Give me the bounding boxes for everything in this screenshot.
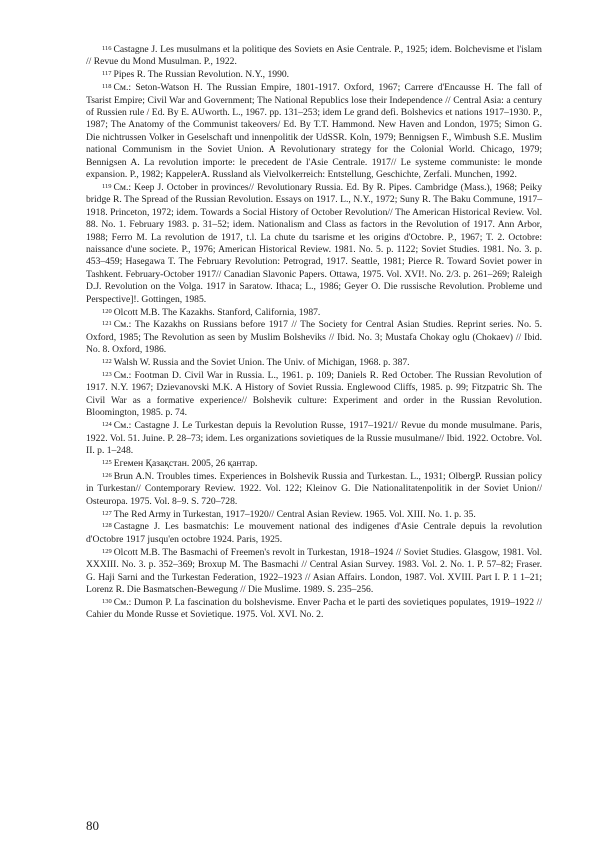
footnote-number: 130 bbox=[102, 597, 112, 605]
footnote-number: 120 bbox=[102, 307, 112, 315]
footnote bbox=[86, 547, 542, 597]
footnote bbox=[86, 182, 542, 306]
footnote-number: 117 bbox=[102, 70, 112, 78]
footnote-number: 127 bbox=[102, 509, 112, 517]
footnote-text: Castagne J. Les basmatchis: Le mouvement national des indigenes d'Asie Centrale depuis la revolution d'Octobre 1917 jusqu'en octobre 1924. Paris, 1925. bbox=[86, 521, 542, 545]
footnote bbox=[86, 370, 542, 420]
footnote bbox=[86, 471, 542, 508]
footnote-number: 123 bbox=[102, 371, 112, 379]
footnote-number: 126 bbox=[102, 471, 112, 479]
footnote-text: Brun A.N. Troubles times. Experiences in Bolshevik Russia and Turkestan. L., 1931; OlbergP. Russian policy in Turkestan// Contemporary Review. 1922. Vol. 122; Kleinov G. Die Nationalitatenpolitik in der Soviet Union// Osteuropa. 1975. Vol. 8–9. S. 720–728. bbox=[86, 470, 542, 507]
footnote-text: Walsh W. Russia and the Soviet Union. The Univ. of Michigan, 1968. p. 387. bbox=[113, 357, 410, 369]
footnote-number: 128 bbox=[102, 522, 112, 530]
footnote-text: Егемен Қазақстан. 2005, 26 қантар. bbox=[113, 457, 258, 469]
footnote-text: Castagne J. Les musulmans et la politique des Soviets en Asie Centrale. P., 1925; idem. Bolchevisme et l'islam // Revue du Mond Musulman. P., 1922. bbox=[86, 44, 542, 68]
footnote-number: 118 bbox=[102, 83, 112, 91]
footnote bbox=[86, 509, 542, 521]
footnote bbox=[86, 597, 542, 622]
footnote-number: 129 bbox=[102, 547, 112, 555]
footnote-number: 116 bbox=[102, 45, 112, 52]
footnote bbox=[86, 420, 542, 457]
footnote-text: Olcott M.B. The Basmachi of Freemen's revolt in Turkestan, 1918–1924 // Soviet Studies. Glasgow, 1981. Vol. XXXIII. No. 3. p. 352–369; Broxup M. The Basmachi // Central Asian Survey. 1983. Vol. 2. No. 1. P. 57–82; Fraser. G. Haji Sarni and the Turkestan Federation, 1922–1923 // Asian Affairs. London, 1987. Vol. XVIII. Part I. P. 1 1–21; Lorenz R. Die Basmatschen-Bewegung // Die Muslime. 1989. S. 235–256. bbox=[86, 546, 542, 595]
footnote bbox=[86, 357, 542, 369]
footnote-number: 119 bbox=[102, 182, 112, 190]
footnote bbox=[86, 82, 542, 181]
footnote-text: Olcott M.B. The Kazakhs. Stanford, California, 1987. bbox=[113, 306, 321, 318]
footnote-text: См.: Castagne J. Le Turkestan depuis la Revolution Russe, 1917–1921// Revue du monde musulmane. Paris, 1922. Vol. 51. Juine. P. 28–73; idem. Les organizations sovietiques de la Russie musulmane// Ibid. 1922. Octobre. Vol. II. p. 1–248. bbox=[86, 420, 542, 456]
footnote-text: См.: Seton-Watson H. The Russian Empire, 1801-1917. Oxford, 1967; Carrere d'Encausse H. The fall of Tsarist Empire; Civil War and Government; The National Republics lose their Independence // Central Asia: a century of Russien rule / Ed. By E. AUworth. L., 1967. pp. 131–253; idem Le grand defi. Bolshevics et nations 1917–1930. P., 1987; The Anatomy of the Communist takeovers/ Ed. By T.T. Hammond. New Haven and London, 1975; Simon G. Die nichtrussen Volker in Geselschaft und innenpolitik der UdSSR. Koln, 1979; Bennigsen F., Wimbush S.E. Muslim national Communism in the Soviet Union. A Revolutionary strategy for the Colonial World. Chicago, 1979; Bennigsen A. La revolution importe: le precedent de l'Asie Centrale. 1917// Le systeme communiste: le monde expansion. P., 1982; KappelerA. Russland als Vielvolkerreich: Entstellung, Geschichte, Zerfali. Munchen, 1992. bbox=[86, 82, 542, 181]
footnotes-block bbox=[86, 44, 542, 622]
footnote bbox=[86, 458, 542, 470]
footnote-number: 121 bbox=[102, 320, 112, 328]
footnote bbox=[86, 69, 542, 81]
footnote-number: 122 bbox=[102, 358, 112, 366]
footnote bbox=[86, 44, 542, 69]
page-number: 80 bbox=[86, 818, 99, 833]
footnote-text: См.: Keep J. October in provinces// Revolutionary Russia. Ed. By R. Pipes. Cambridge (Mass.), 1968; Peiky bridge R. The Spread of the Russian Revolution. Essays on 1917. L., N.Y., 1972; Suny R. The Baku Commune, 1917–1918. Princeton, 1972; idem. Towards a Social History of October Revolution// The American Historical Review. Vol. 88. No. 1. February 1983. p. 31–52; idem. Nationalism and Class as factors in the Revolution of 1917. Ann Arbor, 1988; Ferro M. La revolution de 1917, t.l. La chute du tsarisme et les origins d'Octobre. P., 1967; T. 2. Octobre: naissance d'une societe. P., 1976; American Historical Review. 1981. No. 5. p. 1122; Soviet Studies. 1981. No. 3. p. 453–459; Hasegawa T. The February Revolution: Petrograd, 1917. Seattle, 1981; Pierce R. Toward Soviet power in Tashkent. February-October 1917// Canadian Slavonic Papers. Ottawa, 1975. Vol. XVI!. No. 2/3. p. 261–269; Raleigh D.J. Revolution on the Volga. 1917 in Saratow. Ithaca; L., 1986; Geyer O. Die russische Revolution. Probleme und Perspective]!. Gottingen, 1985. bbox=[86, 181, 542, 305]
footnote bbox=[86, 521, 542, 546]
footnote-number: 125 bbox=[102, 458, 112, 466]
footnote bbox=[86, 307, 542, 319]
footnote-text: The Red Army in Turkestan, 1917–1920// Central Asian Review. 1965. Vol. XIII. No. 1. p. 35. bbox=[113, 508, 476, 520]
footnote bbox=[86, 319, 542, 356]
footnote-text: Pipes R. The Russian Revolution. N.Y., 1990. bbox=[113, 69, 290, 81]
footnote-text: См.: Dumon P. La fascination du bolshevisme. Enver Pacha et le parti des sovietiques populates, 1919–1922 // Cahier du Monde Russe et Sovietique. 1975. Vol. XVI. No. 2. bbox=[86, 596, 542, 621]
footnote-number: 124 bbox=[102, 421, 112, 429]
footnote-text: См.: Footman D. Civil War in Russia. L., 1961. p. 109; Daniels R. Red October. The Russian Revolution of 1917. N.Y. 1967; Dzievanovski M.K. A History of Soviet Russia. Englewood Cliffs, 1985. p. 99; Fitzpatric Sh. The Civil War as a formative experience// Bolshevik culture: Experiment and order in the Russian Revolution. Bloomington, 1985. p. 74. bbox=[86, 370, 542, 419]
footnote-text: См.: The Kazakhs on Russians before 1917 // The Society for Central Asian Studies. Reprint series. No. 5. Oxford, 1985; The Revolution as seen by Muslim Bolsheviks // Ibid. No. 3; Mustafa Chokay oglu (Chokaev) // Ibid. No. 8. Oxford, 1986. bbox=[86, 319, 542, 356]
